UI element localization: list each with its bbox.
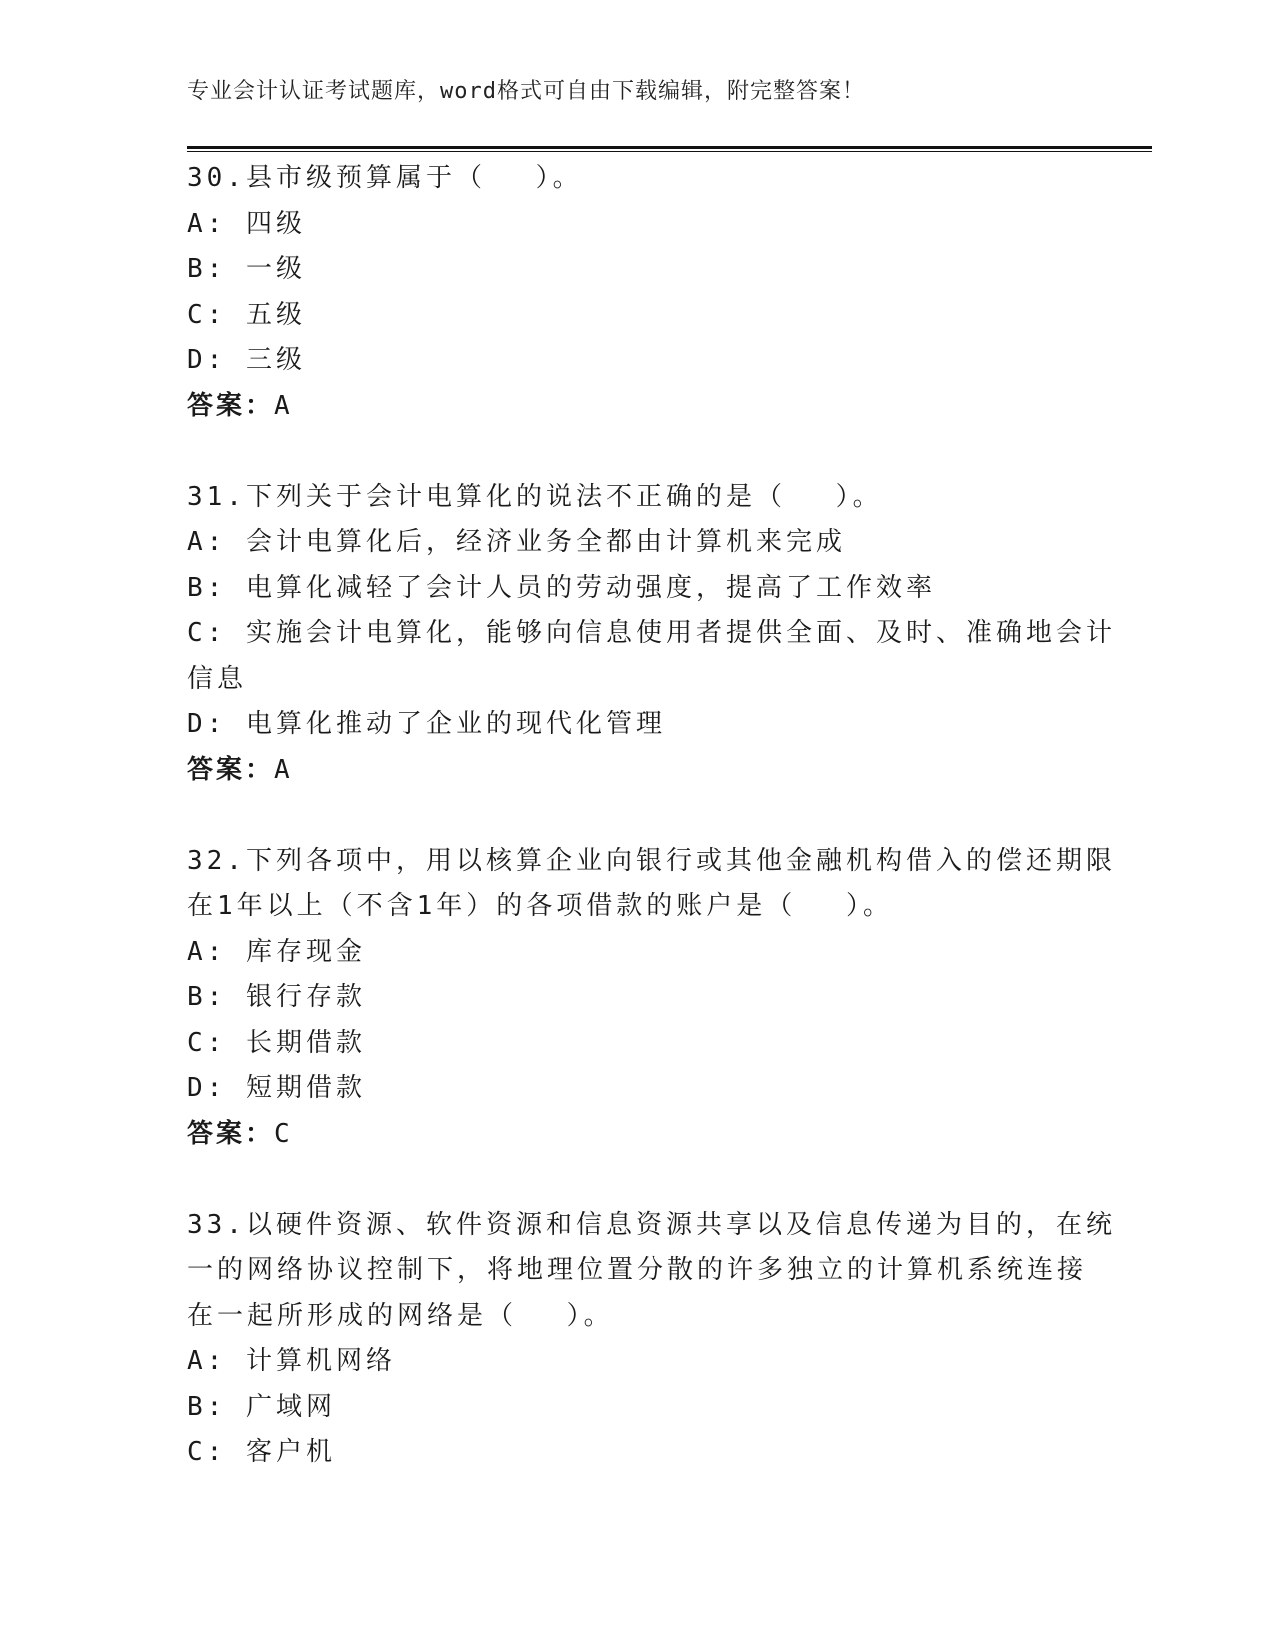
answer-value: C xyxy=(274,1118,293,1149)
question-stem: 32.下列各项中，用以核算企业向银行或其他金融机构借入的偿还期限 xyxy=(187,845,1116,876)
header-rule-thin xyxy=(187,151,1152,152)
spacer xyxy=(187,1157,1087,1203)
option-b: B: 一级 xyxy=(187,254,306,284)
answer-value: A xyxy=(274,390,293,421)
answer-label: 答案： xyxy=(187,1118,275,1149)
question-list xyxy=(187,156,1116,1476)
spacer xyxy=(187,793,1087,839)
answer xyxy=(187,384,1087,430)
option-a: A: 库存现金 xyxy=(187,936,366,967)
question-stem: 30.县市级预算属于（ ）。 xyxy=(187,163,583,193)
page-header: 专业会计认证考试题库，word格式可自由下载编辑，附完整答案！ xyxy=(187,79,865,104)
spacer xyxy=(187,429,1087,475)
answer xyxy=(187,748,1087,794)
answer-label: 答案： xyxy=(187,390,275,421)
option-b: B: 银行存款 xyxy=(187,982,366,1012)
question xyxy=(187,475,1116,794)
option-d: D: 三级 xyxy=(187,345,306,375)
option-c-continued: 信息 xyxy=(187,663,248,694)
question xyxy=(187,1203,1116,1476)
option-c: C: 实施会计电算化，能够向信息使用者提供全面、及时、准确地会计 xyxy=(187,618,1116,648)
option-c: C: 长期借款 xyxy=(187,1027,366,1058)
option-b: B: 电算化减轻了会计人员的劳动强度，提高了工作效率 xyxy=(187,572,936,603)
option-d: D: 电算化推动了企业的现代化管理 xyxy=(187,709,666,739)
answer-value: A xyxy=(274,754,293,785)
question-stem: 33.以硬件资源、软件资源和信息资源共享以及信息传递为目的，在统 xyxy=(187,1209,1116,1240)
option-a: A: 会计电算化后，经济业务全都由计算机来完成 xyxy=(187,527,846,557)
option-d: D: 短期借款 xyxy=(187,1073,366,1103)
option-a: A: 四级 xyxy=(187,208,306,239)
header-rule-thick xyxy=(187,146,1152,149)
option-c: C: 五级 xyxy=(187,299,306,330)
question-stem-continued: 一的网络协议控制下，将地理位置分散的许多独立的计算机系统连接 xyxy=(187,1255,1088,1285)
question-stem-continued: 在一起所形成的网络是（ ）。 xyxy=(187,1300,614,1331)
answer xyxy=(187,1112,1087,1158)
option-c: C: 客户机 xyxy=(187,1437,336,1467)
option-a: A: 计算机网络 xyxy=(187,1346,396,1376)
question xyxy=(187,839,1116,1158)
question-stem: 31.下列关于会计电算化的说法不正确的是（ ）。 xyxy=(187,481,883,512)
answer-label: 答案： xyxy=(187,754,275,785)
option-b: B: 广域网 xyxy=(187,1391,336,1422)
question-stem-continued: 在1年以上（不含1年）的各项借款的账户是（ ）。 xyxy=(187,891,893,921)
question xyxy=(187,156,1087,429)
